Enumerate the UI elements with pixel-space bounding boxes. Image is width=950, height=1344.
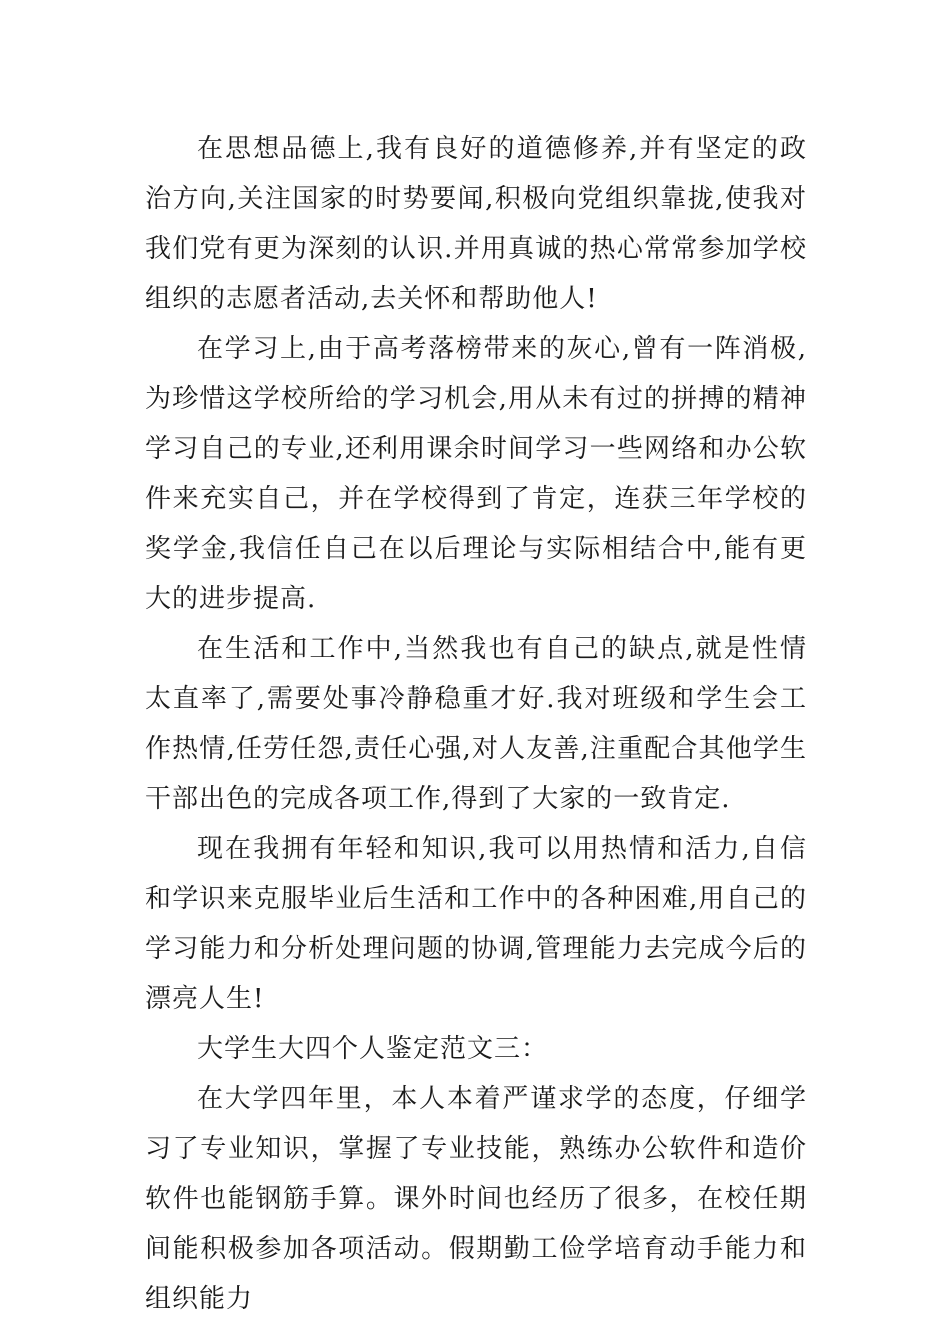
paragraph-study: 在学习上,由于高考落榜带来的灰心,曾有一阵消极,为珍惜这学校所给的学习机会,用从未有过的拼搏的精神学习自己的专业,还利用课余时间学习一些网络和办公软件来充实自己，并在学校得到了肯定，连获三年学校的奖学金,我信任自己在以后理论与实际相结合中,能有更大的进步提高. (145, 334, 807, 614)
document-body (145, 124, 807, 1324)
paragraph-life-work: 在生活和工作中,当然我也有自己的缺点,就是性情太直率了,需要处事冷静稳重才好.我对班级和学生会工作热情,任劳任怨,责任心强,对人友善,注重配合其他学生干部出色的完成各项工作,得到了大家的一致肯定. (145, 634, 807, 814)
paragraph-moral: 在思想品德上,我有良好的道德修养,并有坚定的政治方向,关注国家的时势要闻,积极向党组织靠拢,使我对我们党有更为深刻的认识.并用真诚的热心常常参加学校组织的志愿者活动,去关怀和帮助他人! (145, 134, 807, 314)
paragraph-future: 现在我拥有年轻和知识,我可以用热情和活力,自信和学识来克服毕业后生活和工作中的各种困难,用自己的学习能力和分析处理问题的协调,管理能力去完成今后的漂亮人生! (145, 834, 807, 1014)
paragraph-university: 在大学四年里，本人本着严谨求学的态度，仔细学习了专业知识，掌握了专业技能，熟练办公软件和造价软件也能钢筋手算。课外时间也经历了很多，在校任期间能积极参加各项活动。假期勤工俭学培育动手能力和组织能力 (145, 1084, 807, 1314)
section-heading: 大学生大四个人鉴定范文三： (197, 1034, 549, 1064)
